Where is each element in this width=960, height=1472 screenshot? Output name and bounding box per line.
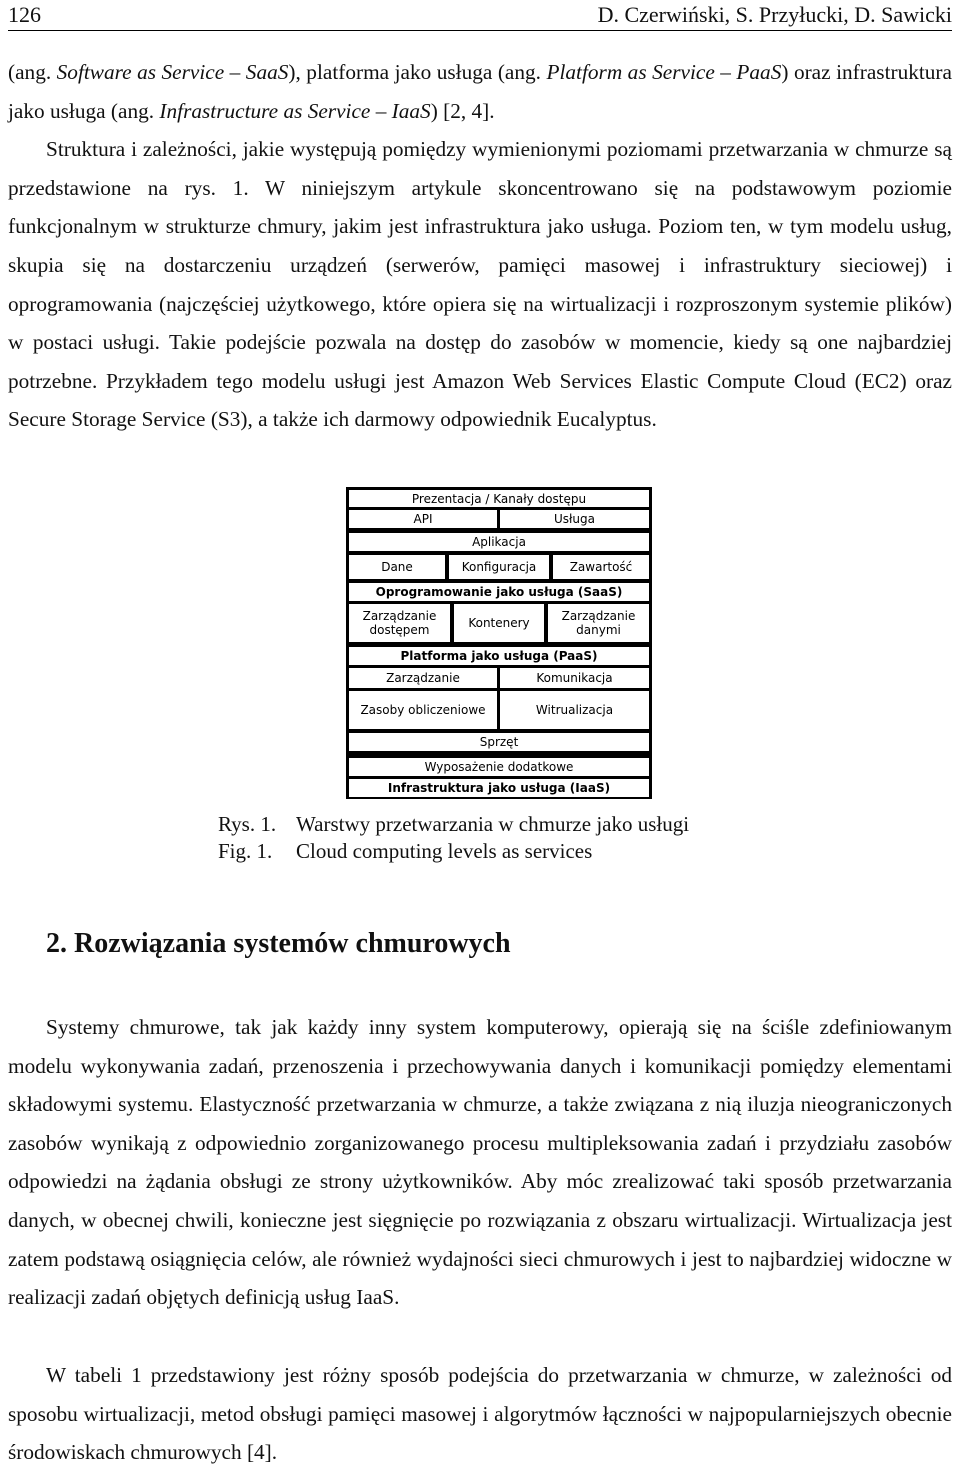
layer-aplikacja: Aplikacja [349,533,649,551]
layer-paas: Platforma jako usługa (PaaS) [349,647,649,665]
layer-dane: Dane [349,555,445,579]
caption-text: Warstwy przetwarzania w chmurze jako usługi [296,812,690,836]
caption-label: Rys. 1. [218,812,277,836]
layer-kontenery: Kontenery [454,604,544,642]
layer-sprzet: Sprzęt [349,733,649,751]
layer-prezentacja: Prezentacja / Kanały dostępu [349,490,649,507]
layer-usluga: Usługa [500,510,649,528]
page-header [8,2,952,31]
term-saas: Software as Service – SaaS [56,60,289,84]
layer-komunikacja: Komunikacja [500,668,649,688]
layer-zarzadzanie-dostepem: Zarządzanie dostępem [349,604,450,642]
layer-konfiguracja: Konfiguracja [449,555,549,579]
figure-caption-pl [218,811,689,837]
cloud-layers-figure [346,487,652,799]
section-heading: 2. Rozwiązania systemów chmurowych [46,928,511,959]
figure-caption-en [218,838,592,864]
layer-zawartosc: Zawartość [553,555,649,579]
text-run: ) oraz infrastruktura jako usługa (ang. [8,60,952,123]
term-iaas: Infrastructure as Service – IaaS [159,98,431,123]
layer-zarzadzanie: Zarządzanie [349,668,497,688]
paragraph-systems: Systemy chmurowe, tak jak każdy inny system komputerowy, opierają się na ściśle zdefiniowanym modelu wykonywania zadań, przenoszenia i przechowywania danych i komunikacji pomiędzy elementami składowymi systemu. Elastyczność przetwarzania w chmurze, a także związana z nią iluzja nieograniczonych zasobów wynikają z odpowiednio zorganizowanego procesu multipleksowania zadań i przydziału zasobów odpowiedzi na żądania obsługi ze strony użytkowników. Aby móc zrealizować taki sposób przetwarzania danych, w obecnej chwili, konieczne jest sięgnięcie po rozwiązania z obszaru wirtualizacji. Wirtualizacja jest zatem podstawą osiągnięcia celów, ale również wydajności sieci chmurowych i jest to najbardziej widoczne w realizacji zadań objętych definicją usług IaaS. [8,1015,952,1310]
caption-label: Fig. 1. [218,839,273,863]
text-run: Struktura i zależności, jakie występują pomiędzy wymienionymi poziomami przetwarzania w chmurze są przedstawione na rys. 1. W niniejszym artykule skoncentrowano się na podstawowym poziomie funkcjonalnym w strukturze chmury, jakim jest infrastruktura jako usługa. Poziom ten, w tym modelu usług, skupia się na dostarczeniu urządzeń (serwerów, pamięci masowej i infrastruktury sieciowej) i oprogramowania (najczęściej użytkowego, które opiera się na wirtualizacji i rozproszonym systemie plików) w postaci usługi. Takie podejście pozwala na dostęp do zasobów w momencie, kiedy są one najbardziej potrzebne. Przykładem tego modelu usługi jest Amazon Web Services Elastic Compute Cloud (EC2) oraz Secure Storage Service (S3), a także ich darmowy odpowiednik Eucalyptus. [8,137,952,432]
text-run: (ang. [8,60,57,84]
layer-iaas: Infrastruktura jako usługa (IaaS) [349,779,649,797]
paragraph-table-intro: W tabeli 1 przedstawiony jest różny sposób podejścia do przetwarzania w chmurze, w zależności od sposobu wirtualizacji, metod obsługi pamięci masowej i algorytmów łączności w najpopularniejszych obecnie środowiskach chmurowych [4]. [8,1363,952,1465]
layer-saas: Oprogramowanie jako usługa (SaaS) [349,583,649,601]
paragraph-intro [8,53,952,478]
caption-text: Cloud computing levels as services [296,839,593,863]
layer-wyposazenie: Wyposażenie dodatkowe [349,758,649,776]
layer-zasoby-obliczeniowe: Zasoby obliczeniowe [349,691,497,729]
running-authors: D. Czerwiński, S. Przyłucki, D. Sawicki [597,2,952,27]
text-run: ), platforma jako usługa (ang. [288,60,547,84]
page-number: 126 [8,2,41,27]
layer-zarzadzanie-danymi: Zarządzanie danymi [548,604,649,642]
term-paas: Platform as Service – PaaS [546,60,782,84]
text-run: ) [2, 4]. [430,98,495,123]
layer-wirtualizacja: Witrualizacja [500,691,649,729]
layer-api: API [349,510,497,528]
